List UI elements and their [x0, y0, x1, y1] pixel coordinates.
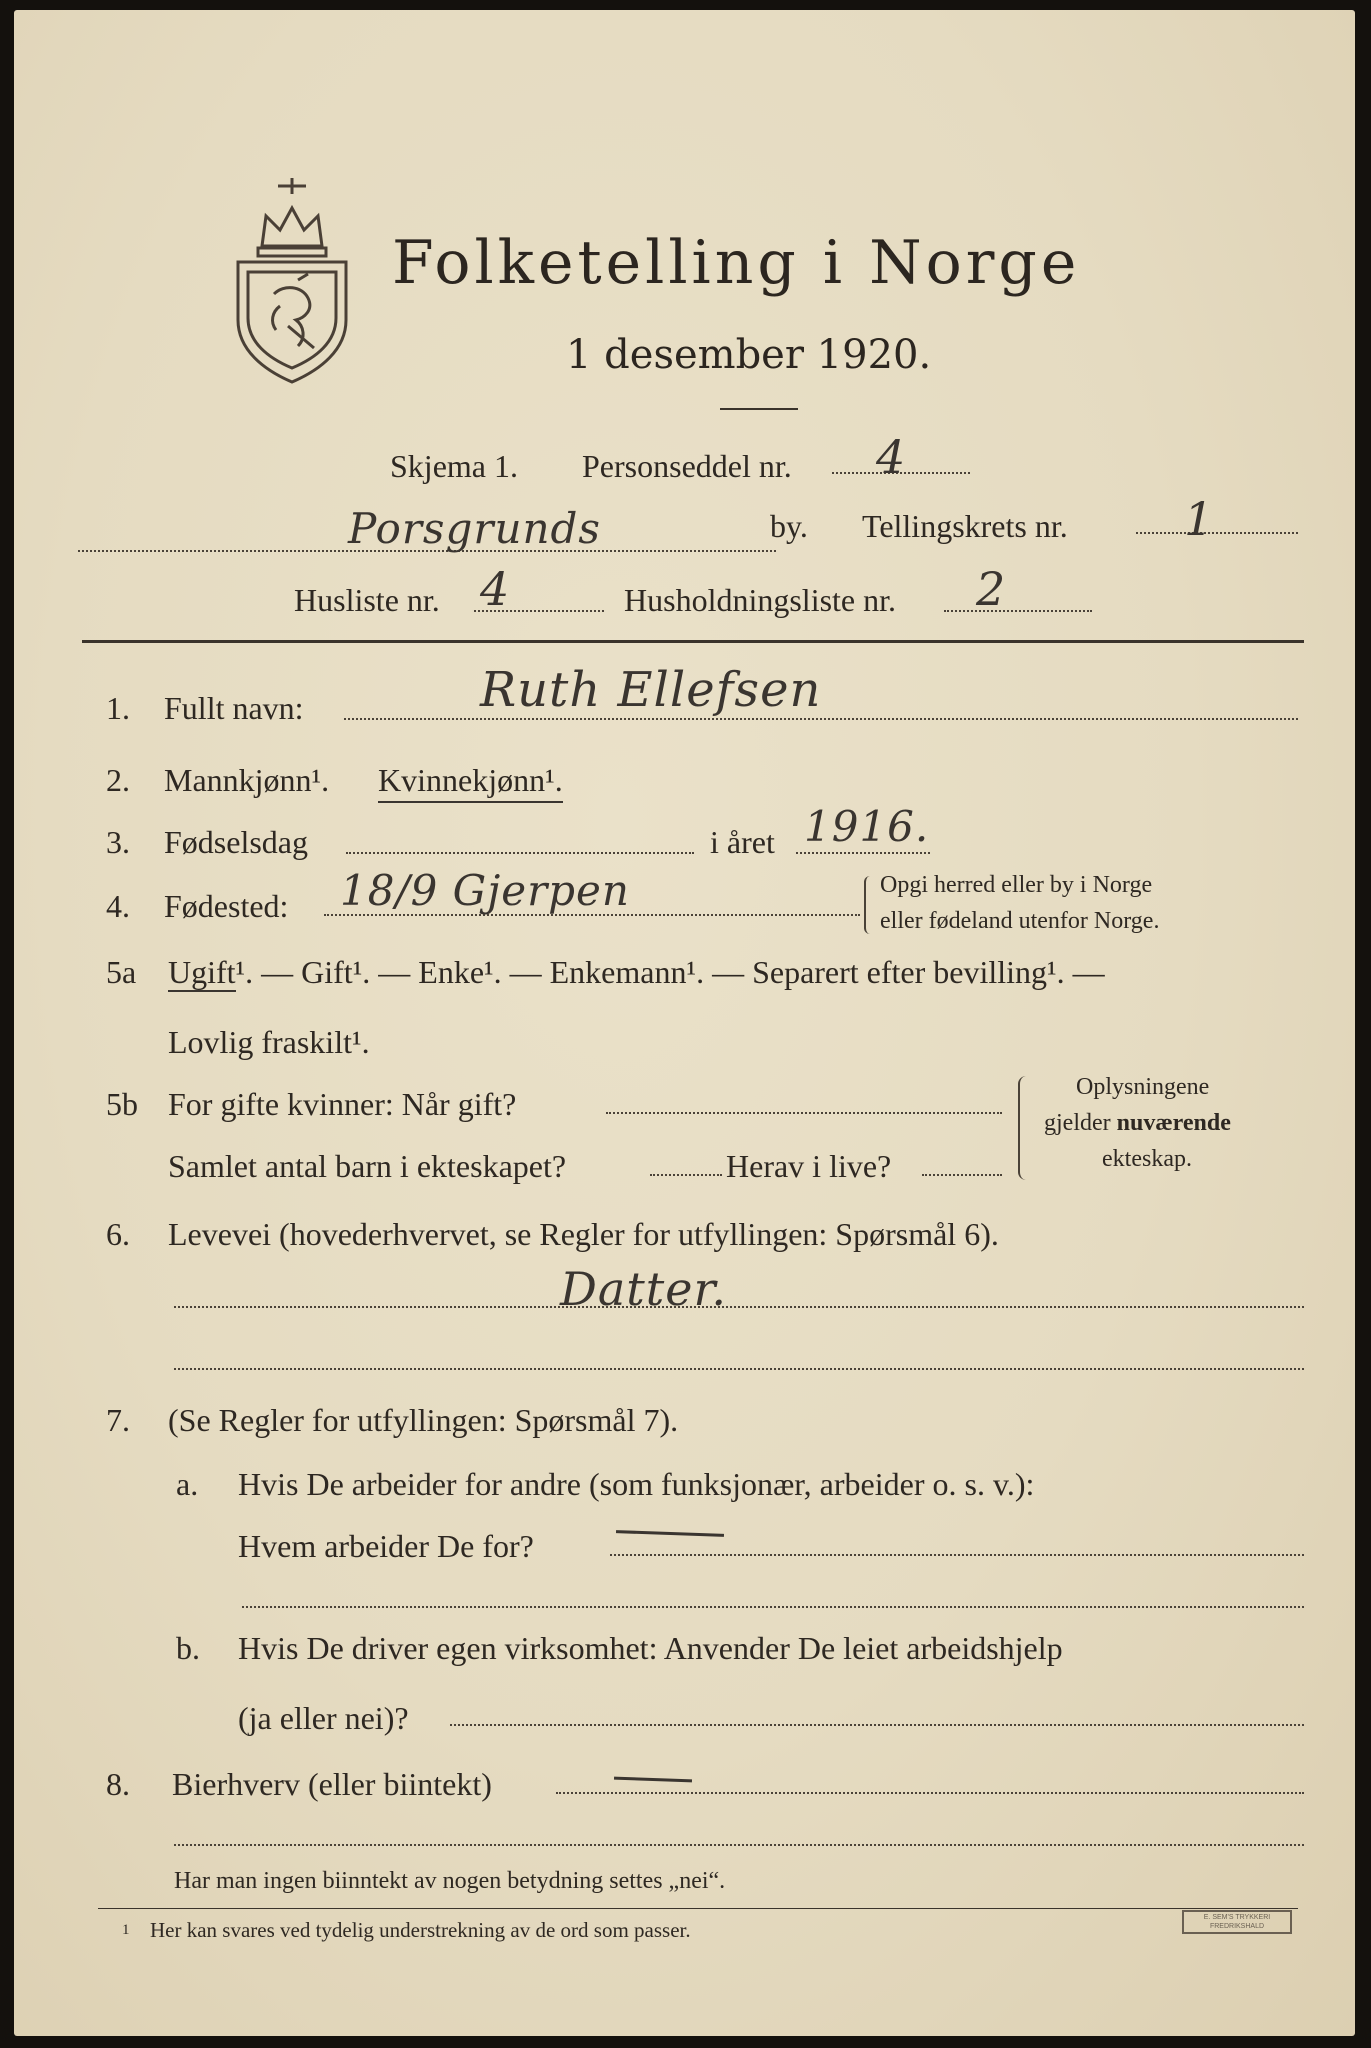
- q4-birthplace-value: 18/9 Gjerpen: [340, 866, 630, 915]
- q4-label: Fødested:: [164, 888, 289, 924]
- q5a-ugift-underlined: Ugift: [168, 954, 236, 990]
- q6-label: Levevei (hovederhvervet, se Regler for utfyllingen: Spørsmål 6).: [168, 1216, 999, 1252]
- q3-year-value: 1916.: [804, 802, 930, 851]
- q4-note-line2: eller fødeland utenfor Norge.: [880, 908, 1160, 934]
- q8-dash-mark: [614, 1777, 692, 1783]
- q7-number: 7.: [106, 1402, 130, 1438]
- q7a-letter: a.: [176, 1466, 199, 1502]
- q5b-note-brace: [1018, 1076, 1030, 1180]
- q7b-text: Hvis De driver egen virksomhet: Anvender De leiet arbeidshjelp: [238, 1630, 1063, 1666]
- q7-label: (Se Regler for utfyllingen: Spørsmål 7).: [168, 1402, 679, 1438]
- by-label: by.: [770, 508, 808, 544]
- q3-number: 3.: [106, 824, 130, 860]
- q2-number: 2.: [106, 762, 130, 798]
- skjema-label: Skjema 1.: [390, 448, 518, 484]
- q3-label: Fødselsdag: [164, 824, 308, 860]
- q7a-question: Hvem arbeider De for?: [238, 1528, 534, 1564]
- personseddel-value: 4: [876, 430, 907, 484]
- q5a-options: Ugift¹. — Gift¹. — Enke¹. — Enkemann¹. — Separert efter bevilling¹. —: [168, 954, 1105, 990]
- q2-male: Mannkjønn¹.: [164, 762, 330, 798]
- q5a-number: 5a: [106, 954, 137, 990]
- coat-of-arms-icon: [228, 176, 356, 386]
- husholdning-value: 2: [976, 562, 1007, 616]
- q5a-line2: Lovlig fraskilt¹.: [168, 1024, 370, 1060]
- q8-label: Bierhverv (eller biintekt): [172, 1766, 492, 1802]
- printer-stamp: E. SEM'S TRYKKERI FREDRIKSHALD: [1182, 1910, 1292, 1934]
- city-value: Porsgrunds: [348, 504, 601, 553]
- q5b-note-line3: ekteskap.: [1102, 1146, 1192, 1172]
- q5b-note-line1: Oplysningene: [1076, 1074, 1210, 1100]
- footnote-text: Her kan svares ved tydelig understrekning av de ord som passer.: [150, 1918, 691, 1942]
- q5b-number: 5b: [106, 1086, 138, 1122]
- q6-occupation-value: Datter.: [560, 1262, 728, 1316]
- q7b-question: (ja eller nei)?: [238, 1700, 409, 1736]
- husliste-label: Husliste nr.: [294, 582, 440, 618]
- census-form-sheet: [14, 10, 1355, 2036]
- husliste-value: 4: [480, 562, 511, 616]
- q2-female-underlined: Kvinnekjønn¹.: [378, 762, 563, 803]
- q1-name-value: Ruth Ellefsen: [480, 662, 822, 718]
- q5b-label: For gifte kvinner: Når gift?: [168, 1086, 517, 1122]
- footnote-marker: 1: [122, 1922, 130, 1938]
- q7a-text: Hvis De arbeider for andre (som funksjonær, arbeider o. s. v.):: [238, 1466, 1035, 1502]
- q4-note-brace: [864, 876, 874, 934]
- q5b-line2a: Samlet antal barn i ekteskapet?: [168, 1148, 567, 1184]
- tellingskrets-label: Tellingskrets nr.: [862, 508, 1068, 544]
- q7b-letter: b.: [176, 1630, 200, 1666]
- form-title: Folketelling i Norge: [392, 228, 1081, 298]
- personseddel-label: Personseddel nr.: [582, 448, 792, 484]
- tellingskrets-value: 1: [1184, 492, 1215, 546]
- q5b-line2b: Herav i live?: [726, 1148, 892, 1184]
- q4-number: 4.: [106, 888, 130, 924]
- form-date: 1 desember 1920.: [566, 332, 932, 378]
- q6-number: 6.: [106, 1216, 130, 1252]
- q1-number: 1.: [106, 690, 130, 726]
- q5b-note-line2: gjelder nuværende: [1044, 1110, 1231, 1136]
- q7a-dash-mark: [616, 1530, 724, 1537]
- title-divider: [720, 408, 798, 410]
- q1-label: Fullt navn:: [164, 690, 304, 726]
- footer-rule: [98, 1908, 1298, 1909]
- header-rule: [82, 640, 1304, 643]
- q8-number: 8.: [106, 1766, 130, 1802]
- q3-year-label: i året: [710, 824, 775, 860]
- footer-note: Har man ingen biinntekt av nogen betydning settes „nei“.: [174, 1868, 726, 1894]
- husholdning-label: Husholdningsliste nr.: [624, 582, 897, 618]
- q4-note-line1: Opgi herred eller by i Norge: [880, 872, 1153, 898]
